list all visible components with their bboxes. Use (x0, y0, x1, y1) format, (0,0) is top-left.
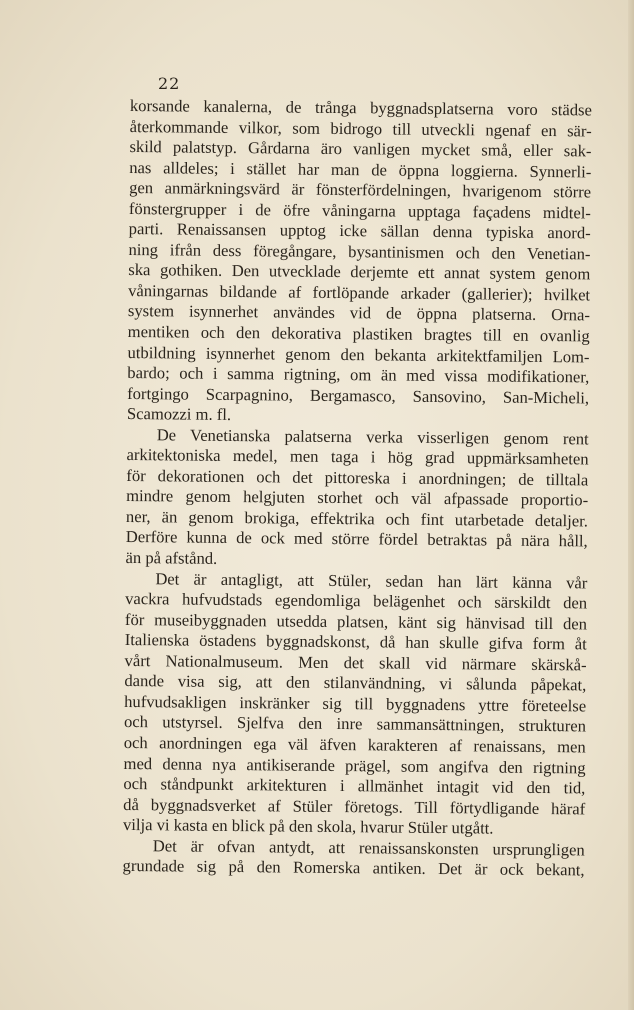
text-line: med denna nya antikiserande prägel, som angifva den rigtning (123, 753, 586, 777)
text-line: skild palatstyp. Gårdarna äro vanligen mycket små, eller sak- (129, 137, 592, 161)
text-line: dande visa sig, att den stilanvändning, vi sålunda påpekat, (124, 671, 587, 695)
text-line: hufvudsakligen inskränker sig till byggnadens yttre företeelse (124, 691, 587, 716)
text-line: fortgingo Scarpagnino, Bergamasco, Sansovino, San-Micheli, (127, 383, 590, 408)
text-line: då byggnadsverket af Stüler företogs. Till förtydligande häraf (123, 794, 586, 818)
text-line: vårt Nationalmuseum. Men det skall vid närmare skärskå- (124, 650, 587, 675)
text-line: vackra hufvudstads egendomliga belägenhet och särskildt den (125, 589, 588, 613)
text-line: ning ifrån dess föregångare, bysantinismen och den Venetian- (128, 239, 591, 264)
text-line: ner, än genom brokiga, effektrika och fint utarbetade detaljer. (125, 506, 589, 531)
page-edge (628, 0, 634, 1010)
text-line: mindre genom helgjuten storhet och väl afpassade proportio- (126, 486, 589, 510)
text-line: grundade sig på den Romerska antiken. Det är ock bekant, (122, 856, 585, 880)
text-line: och ståndpunkt arkitekturen i allmänhet intagit vid den tid, (123, 774, 586, 798)
text-line: system isynnerhet användes vid de öppna platserna. Orna- (127, 301, 591, 325)
text-line: Scamozzi m. fl. (126, 404, 232, 425)
text-line: än på afstånd. (125, 548, 218, 568)
text-line: återkommande vilkor, som bidrogo till utveckli ngenaf en sär- (129, 116, 592, 140)
text-line: bardo; och i samma rigtning, om än med vissa modifikationer, (127, 363, 590, 387)
text-line: och utstyrsel. Sjelfva den inre sammansättningen, strukturen (123, 712, 587, 736)
text-line: för museibyggnaden utsedda platsen, känt sig hänvisad till den (124, 609, 588, 634)
text-line: och anordningen ega väl äfven karakteren af renaissans, men (123, 732, 586, 757)
text-line: Italienska östadens byggnadskonst, då han skulle gifva form åt (124, 630, 587, 654)
text-line: våningarnas bildande af fortlöpande arkader (gallerier); hvilket (128, 280, 591, 305)
text-line: för dekorationen och det pittoreska i anordningen; de tilltala (126, 465, 589, 490)
text-line: gen anmärkningsvärd är fönsterfördelningen, hvarigenom större (129, 178, 592, 202)
text-line: parti. Renaissansen upptog icke sällan denna typiska anord- (128, 219, 591, 243)
text-line: nas alldeles; i stället har man de öppna loggierna. Synnerli- (129, 157, 592, 182)
text-line: korsande kanalerna, de trånga byggnadsplatserna voro städse (129, 96, 592, 120)
text-line: Det är ofvan antydt, att renaissanskonsten ursprungligen (152, 835, 585, 860)
text-line: vilja vi kasta en blick på den skola, hvarur Stüler utgått. (122, 815, 494, 838)
text-line: De Venetianska palatserna verka visserligen genom rent (156, 425, 589, 449)
page-number: 22 (158, 74, 181, 93)
text-line: arkitektoniska medel, men taga i hög grad uppmärksamheten (126, 445, 589, 469)
text-line: fönstergrupper i de öfre våningarna upptaga façadens midtel- (128, 198, 591, 223)
text-line: mentiken och den dekorativa plastiken bragtes till en ovanlig (127, 322, 590, 346)
text-line: utbildning isynnerhet genom den bekanta arkitektfamiljen Lom- (127, 342, 590, 366)
text-line: Det är antagligt, att Stüler, sedan han lärt känna vår (155, 568, 588, 592)
text-line: Derföre kunna de ock med större fördel betraktas på nära håll, (125, 527, 588, 551)
body-text (123, 96, 592, 881)
text-line: ska gothiken. Den utvecklade derjemte ett annat system genom (128, 260, 591, 284)
